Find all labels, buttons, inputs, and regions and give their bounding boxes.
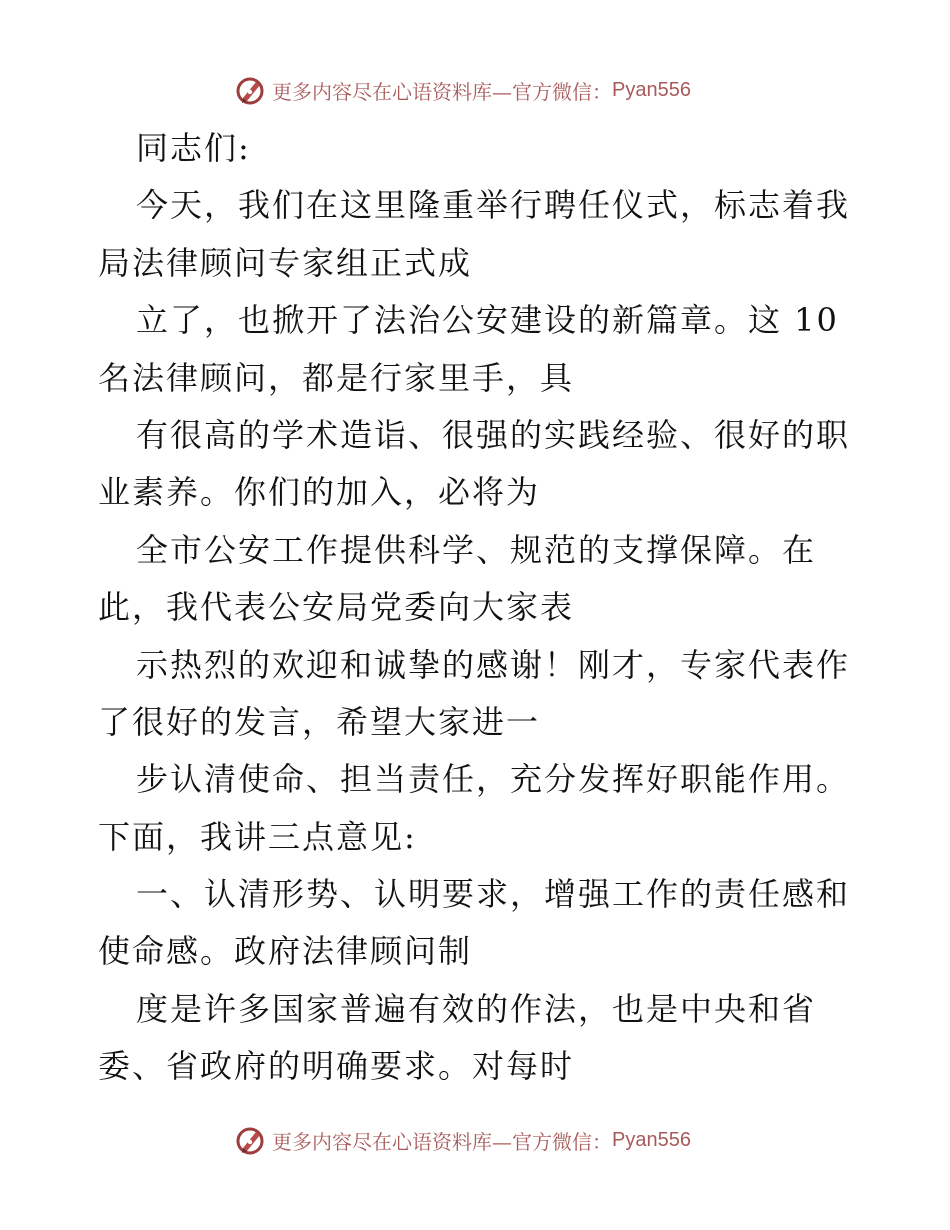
text-line: 了很好的发言，希望大家进一 — [98, 702, 541, 741]
pen-in-circle-icon — [234, 1124, 266, 1156]
text-line: 委、省政府的明确要求。对每时 — [98, 1047, 575, 1086]
text-line: 局法律顾问专家组正式成 — [98, 243, 473, 282]
text-line: 同志们: — [136, 129, 251, 167]
pen-in-circle-icon — [234, 74, 266, 106]
text-line: 使命感。政府法律顾问制 — [98, 932, 473, 971]
text-line: 有很高的学术造诣、很强的实践经验、很好的职 — [136, 415, 851, 454]
text-line: 一、认清形势、认明要求，增强工作的责任感和 — [136, 875, 851, 914]
watermark-text: 更多内容尽在心语资料库—官方微信： — [272, 1129, 612, 1154]
text-line: 全市公安工作提供科学、规范的支撑保障。在 — [136, 530, 817, 569]
text-line: 下面，我讲三点意见: — [98, 817, 417, 856]
speech-body — [98, 120, 858, 1096]
watermark-text: 更多内容尽在心语资料库—官方微信： — [272, 79, 612, 104]
text-line: 今天，我们在这里隆重举行聘任仪式，标志着我 — [136, 186, 851, 225]
footer-watermark — [234, 1122, 691, 1158]
text-line: 名法律顾问，都是行家里手，具 — [98, 358, 575, 397]
header-watermark — [234, 72, 691, 108]
watermark-wechat-id: Pyan556 — [612, 1128, 691, 1151]
text-line: 此，我代表公安局党委向大家表 — [98, 588, 575, 627]
text-line: 步认清使命、担当责任，充分发挥好职能作用。 — [136, 760, 851, 799]
text-line: 业素养。你们的加入，必将为 — [98, 473, 541, 512]
text-line: 立了，也掀开了法治公安建设的新篇章。这 10 — [136, 301, 839, 340]
text-line: 度是许多国家普遍有效的作法，也是中央和省 — [136, 989, 817, 1028]
watermark-wechat-id: Pyan556 — [612, 78, 691, 101]
text-line: 示热烈的欢迎和诚挚的感谢！刚才，专家代表作 — [136, 645, 851, 684]
